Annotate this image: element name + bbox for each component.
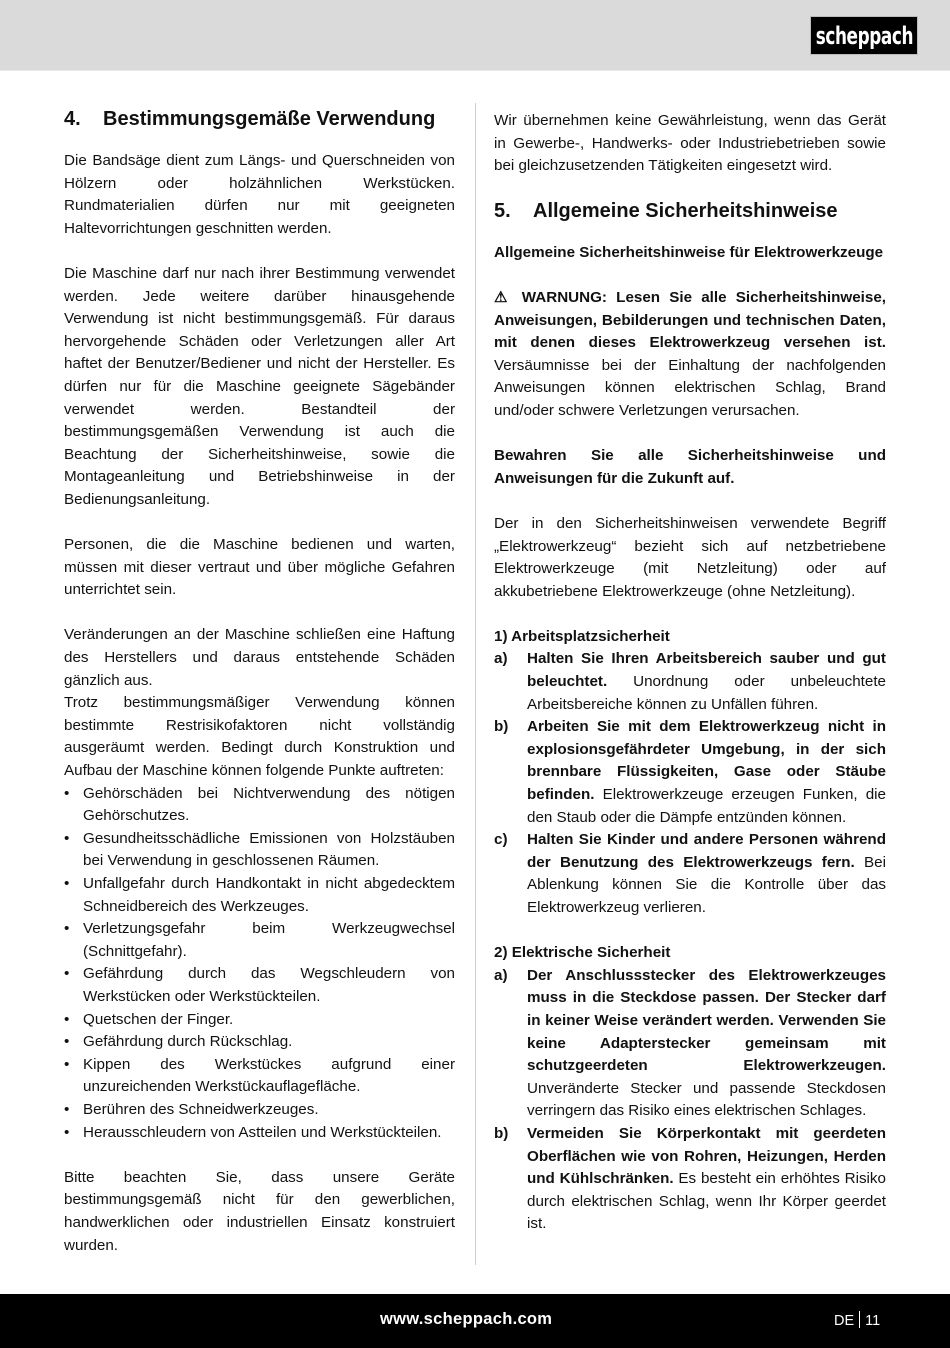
bullet-icon: • [64,784,70,802]
paragraph: Die Bandsäge dient zum Längs- und Querschneiden von Hölzern oder holzähnlichen Werkstücken. Rundmaterialien dürfen nur mit geeigneten Haltevorrichtungen geschnitten werden. [64,152,455,237]
list-item: • Berühren des Schneidwerkzeuges. [64,1099,455,1122]
page-header [0,0,950,71]
list-item: b) Arbeiten Sie mit dem Elektrowerkzeug nicht in explosionsgefährdeter Umgebung, in der sich brennbare Flüssigkeiten, Gase oder Stäube befinden. Elektrowerkzeuge erzeugen Funken, die den Staub oder die Dämpfe entzünden können. [494,716,886,829]
bullet-icon: • [64,965,70,983]
left-column [64,106,455,1257]
paragraph: Veränderungen an der Maschine schließen eine Haftung des Herstellers und daraus entstehende Schäden gänzlich aus. [64,626,455,689]
warning-text: WARNUNG: Lesen Sie alle Sicherheitshinweise, Anweisungen, Bebilderungen und technischen Daten, mit denen dieses Elektrowerkzeug versehen ist. [494,288,886,352]
subtitle: Allgemeine Sicherheitshinweise für Elektrowerkzeuge [494,243,884,261]
group-2-title: 2) Elektrische Sicherheit [494,944,671,962]
list-item: • Gehörschäden bei Nichtverwendung des nötigen Gehörschutzes. [64,784,455,825]
right-column [494,110,886,1236]
page-footer [0,1294,950,1348]
bullet-icon: • [64,1055,70,1073]
list-item: • Herausschleudern von Astteilen und Werkstückteilen. [64,1122,455,1145]
list-item: c) Halten Sie Kinder und andere Personen während der Benutzung des Elektrowerkzeugs fern. Bei Ablenkung können Sie die Kontrolle über das Elektrowerkzeug verlieren. [494,829,886,919]
warning-icon: ⚠ [494,288,513,306]
list-item: • Gesundheitsschädliche Emissionen von Holzstäuben bei Verwendung in geschlossenen Räumen. [64,829,455,870]
item-label: b) [494,1124,509,1142]
list-item: b) Vermeiden Sie Körperkontakt mit geerdeten Oberflächen wie von Rohren, Heizungen, Herden und Kühlschränken. Es besteht ein erhöhtes Risiko durch elektrischen Schlag, wenn Ihr Körper geerdet ist. [494,1123,886,1236]
section-5-heading [494,198,886,224]
list-item: • Quetschen der Finger. [64,1009,455,1032]
group-1-list [494,648,886,919]
section-title: Allgemeine Sicherheitshinweise [533,199,838,222]
bullet-icon: • [64,1010,70,1028]
group-1-title: 1) Arbeitsplatzsicherheit [494,627,670,645]
section-4-heading [64,106,455,132]
logo-text: scheppach [815,21,913,50]
item-label: a) [494,650,508,668]
page-indicator [834,1311,880,1329]
item-label: c) [494,831,508,849]
column-divider [475,103,476,1265]
paragraph: Personen, die die Maschine bedienen und warten, müssen mit dieser vertraut und über mögliche Gefahren unterrichtet sein. [64,536,455,599]
paragraph: Die Maschine darf nur nach ihrer Bestimmung verwendet werden. Jede weitere darüber hinausgehende Verwendung ist nicht bestimmungsgemäß. Für daraus hervorgehende Schäden oder Verletzungen aller Art haftet der Benutzer/Bediener und nicht der Hersteller. Es dürfen nur für die Maschine geeignete Sägebänder verwendet werden. Bestandteil der bestimmungsgemäßen Verwendung ist auch die Beachtung der Sicherheitshinweise, sowie die Montageanleitung und Betriebshinweise in der Bedienungsanleitung. [64,264,455,508]
list-item: a) Halten Sie Ihren Arbeitsbereich sauber und gut beleuchtet. Unordnung oder unbeleuchtete Arbeitsbereiche können zu Unfällen führen. [494,648,886,716]
separator [859,1311,860,1328]
section-number: 4. [64,108,81,130]
scheppach-logo [810,16,918,55]
bullet-icon: • [64,1123,70,1141]
definition-paragraph: Der in den Sicherheitshinweisen verwendete Begriff „Elektrowerkzeug“ bezieht sich auf netzbetriebene Elektrowerkzeuge (mit Netzleitung) oder auf akkubetriebene Elektrowerkzeuge (ohne Netzleitung). [494,514,886,600]
section-number: 5. [494,199,511,222]
item-label: a) [494,966,508,984]
website-link[interactable]: www.scheppach.com [380,1310,553,1328]
section-title: Bestimmungsgemäße Verwendung [103,108,436,130]
bullet-icon: • [64,875,70,892]
closing-paragraph: Bitte beachten Sie, dass unsere Geräte bestimmungsgemäß nicht für den gewerblichen, handwerklichen oder industriellen Einsatz konstruiert wurden. [64,1168,455,1254]
bullet-icon: • [64,829,70,847]
language-code: DE [834,1313,855,1329]
bullet-icon: • [64,1033,70,1051]
list-item: • Kippen des Werkstückes aufgrund einer unzureichenden Werkstückauflagefläche. [64,1055,455,1096]
keep-notice: Bewahren Sie alle Sicherheitshinweise und Anweisungen für die Zukunft auf. [494,447,886,487]
intro-paragraph: Wir übernehmen keine Gewährleistung, wenn das Gerät in Gewerbe-, Handwerks- oder Industriebetrieben sowie bei gleichzusetzenden Tätigkeiten eingesetzt wird. [494,112,886,175]
bullet-icon: • [64,920,70,938]
bullet-icon: • [64,1100,70,1118]
group-2-list [494,965,886,1236]
list-item: • Unfallgefahr durch Handkontakt in nicht abgedecktem Schneidbereich des Werkzeuges. [64,875,455,915]
list-item: a) Der Anschlussstecker des Elektrowerkzeuges muss in die Steckdose passen. Der Stecker darf in keiner Weise verändert werden. Verwenden Sie keine Adapterstecker gemeinsam mit schutzgeerdeten Elektrowerkzeugen. Unveränderte Stecker und passende Steckdosen verringern das Risiko eines elektrischen Schlages. [494,965,886,1123]
page-number: 11 [865,1313,881,1329]
list-item: • Gefährdung durch Rückschlag. [64,1031,455,1054]
list-item: • Verletzungsgefahr beim Werkzeugwechsel (Schnittgefahr). [64,920,455,960]
warning-paragraph [494,287,886,423]
risk-list [64,783,455,1145]
warning-consequence: Versäumnisse bei der Einhaltung der nachfolgenden Anweisungen können elektrischen Schlag, Brand und/oder schwere Verletzungen verursachen. [494,356,886,419]
paragraph: Trotz bestimmungsmäßiger Verwendung können bestimmte Restrisikofaktoren nicht vollständig ausgeräumt werden. Bedingt durch Konstruktion und Aufbau der Maschine können folgende Punkte auftreten: [64,694,455,780]
list-item: • Gefährdung durch das Wegschleudern von Werkstücken oder Werkstückteilen. [64,965,455,1005]
item-label: b) [494,718,509,736]
